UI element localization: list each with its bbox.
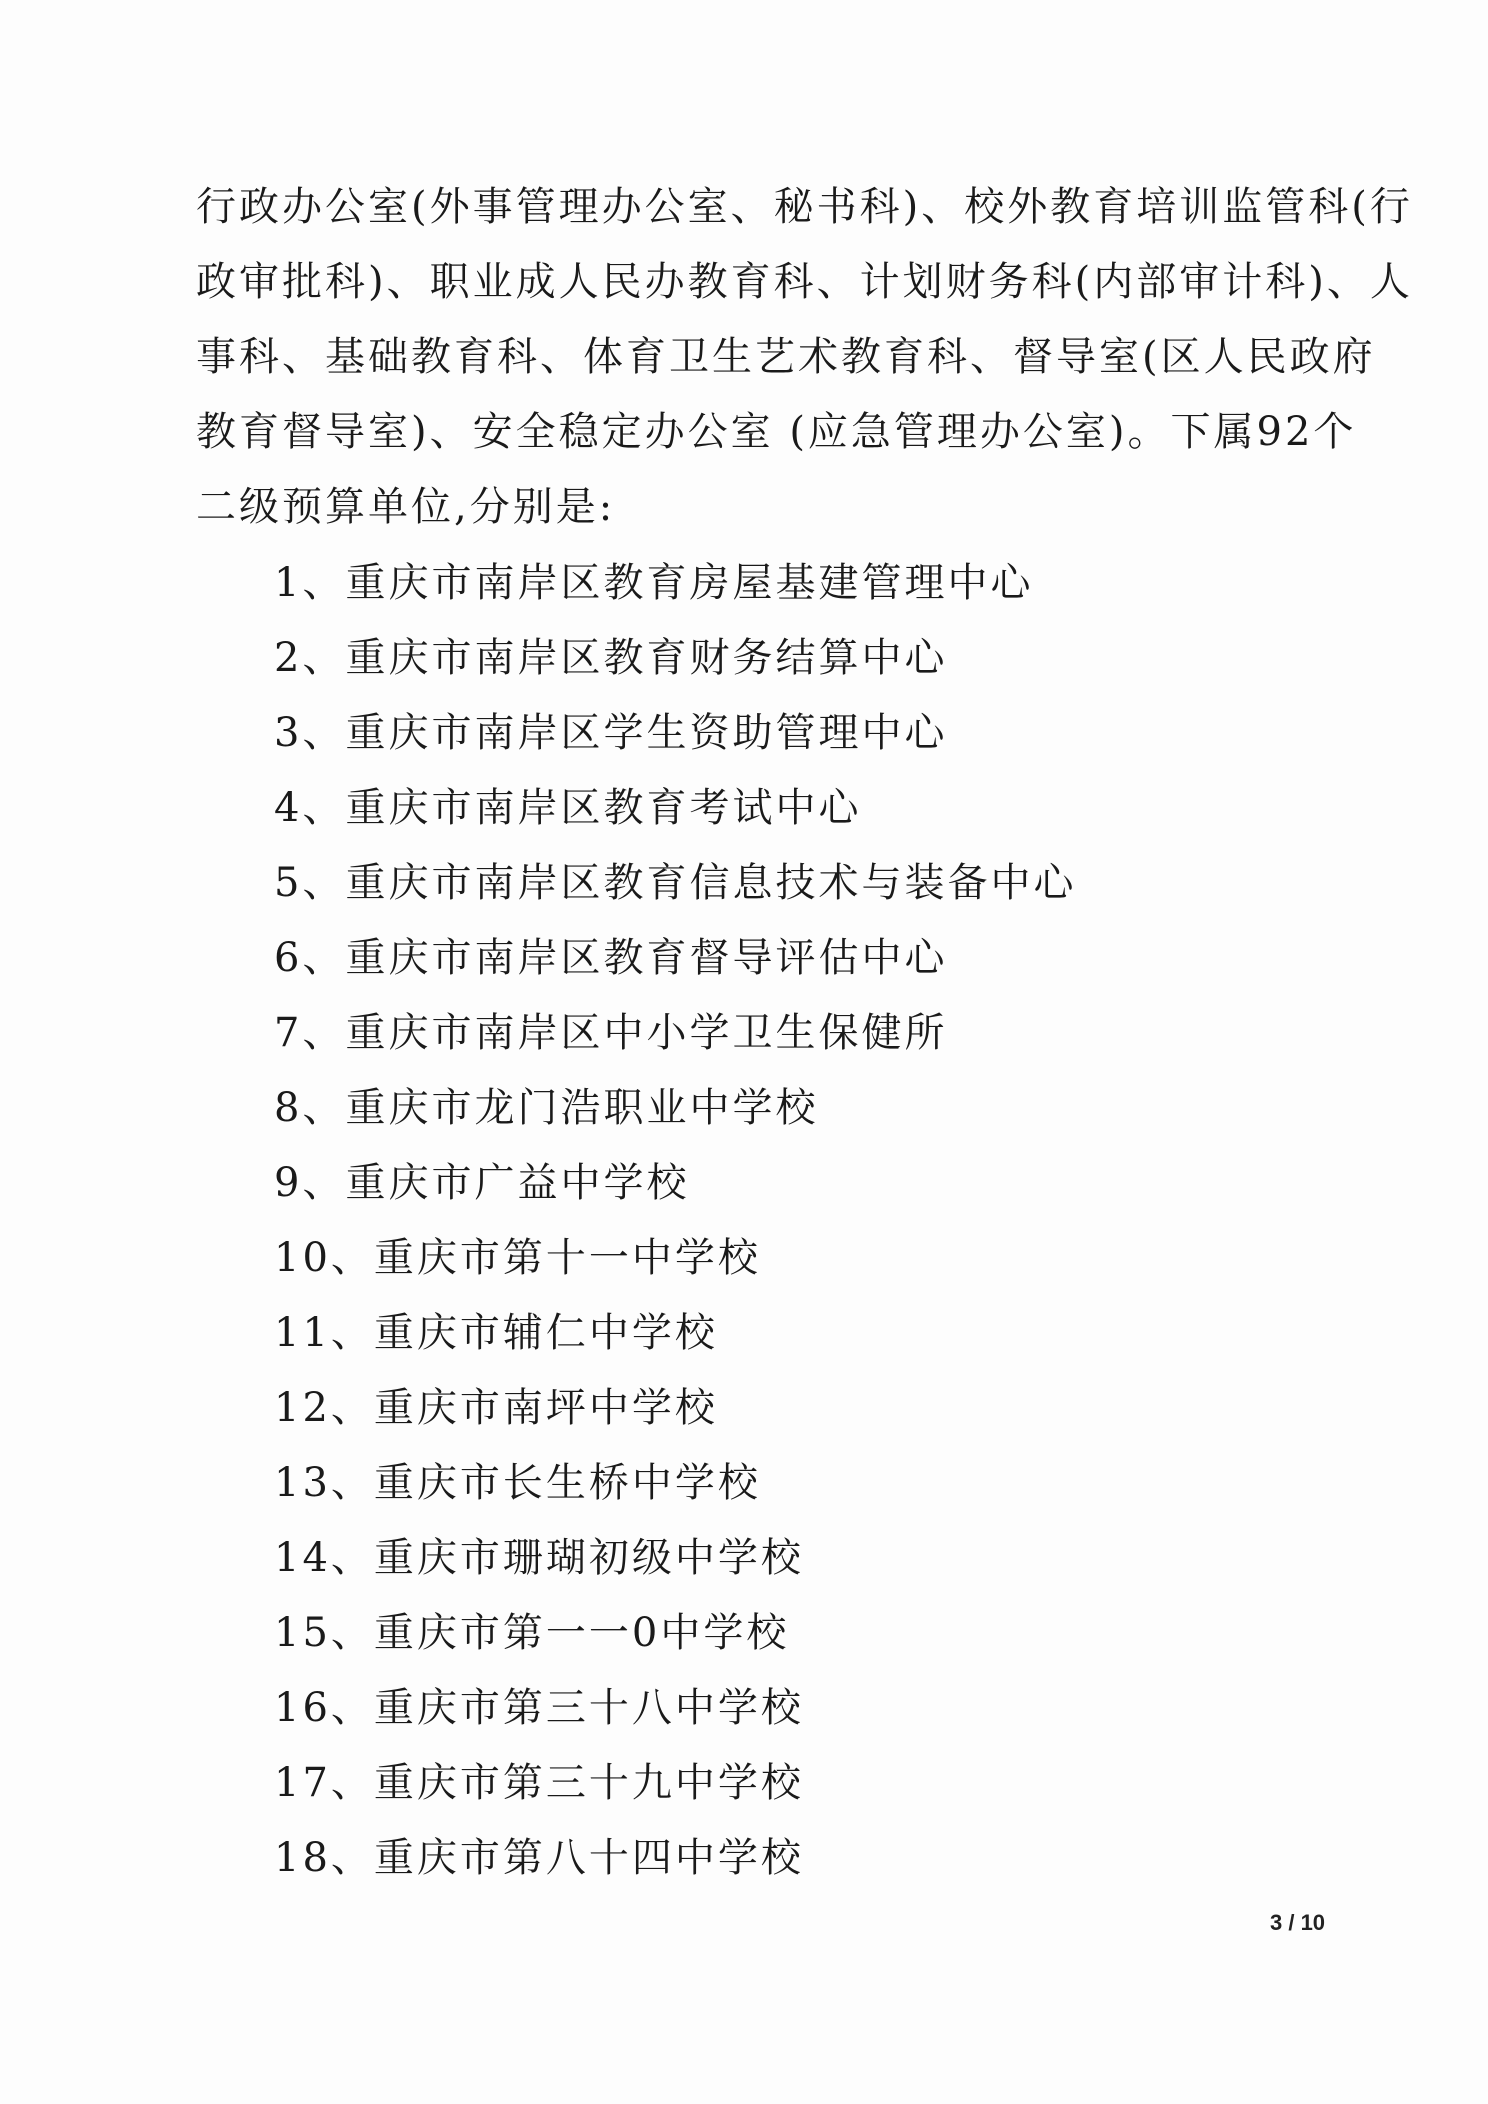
intro-paragraph [196,170,1413,545]
unit-list-item: 9、重庆市广益中学校 [274,1160,690,1206]
unit-list-item: 12、重庆市南坪中学校 [274,1385,718,1431]
unit-list-item: 16、重庆市第三十八中学校 [274,1685,804,1731]
unit-list-item: 11、重庆市辅仁中学校 [274,1310,718,1356]
unit-list-item: 3、重庆市南岸区学生资助管理中心 [274,710,948,756]
intro-line: 事科、基础教育科、体育卫生艺术教育科、督导室(区人民政府 [196,334,1376,380]
intro-line: 政审批科)、职业成人民办教育科、计划财务科(内部审计科)、人 [196,259,1413,305]
unit-list-item: 15、重庆市第一一0中学校 [274,1610,790,1656]
unit-list-item: 8、重庆市龙门浩职业中学校 [274,1085,819,1131]
unit-list-item: 4、重庆市南岸区教育考试中心 [274,785,862,831]
unit-list-item: 6、重庆市南岸区教育督导评估中心 [274,935,948,981]
unit-list-item: 7、重庆市南岸区中小学卫生保健所 [274,1010,948,1056]
intro-line: 教育督导室)、安全稳定办公室 (应急管理办公室)。下属92个 [196,409,1357,455]
unit-list-item: 2、重庆市南岸区教育财务结算中心 [274,635,948,681]
unit-list-item: 18、重庆市第八十四中学校 [274,1835,804,1881]
unit-list-item: 10、重庆市第十一中学校 [274,1235,761,1281]
page-number: 3 / 10 [1270,1910,1326,1935]
unit-list-item: 17、重庆市第三十九中学校 [274,1760,804,1806]
unit-list-item: 5、重庆市南岸区教育信息技术与装备中心 [274,860,1077,906]
unit-list [274,546,1324,1896]
unit-list-item: 13、重庆市长生桥中学校 [274,1460,761,1506]
unit-list-item: 14、重庆市珊瑚初级中学校 [274,1535,804,1581]
unit-list-item: 1、重庆市南岸区教育房屋基建管理中心 [274,560,1034,606]
intro-line: 行政办公室(外事管理办公室、秘书科)、校外教育培训监管科(行 [196,184,1413,230]
intro-line: 二级预算单位,分别是: [196,484,616,530]
